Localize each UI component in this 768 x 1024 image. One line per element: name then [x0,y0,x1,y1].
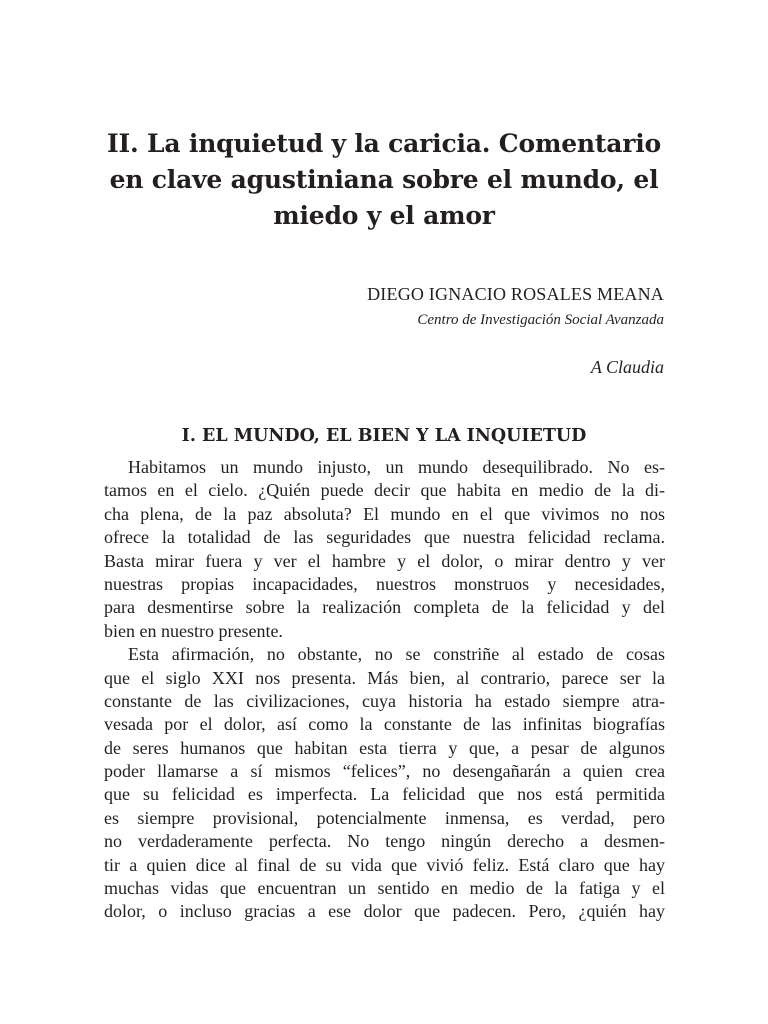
text-line: Esta afirmación, no obstante, no se constriñe al estado de cosas [128,644,665,665]
text-line: poder llamarse a sí mismos “felices”, no desengañarán a quien crea [104,761,665,782]
text-line: no verdaderamente perfecta. No tengo ningún derecho a desmen- [104,831,665,852]
text-line: nuestras propias incapacidades, nuestros monstruos y necesidades, [104,573,665,594]
paragraph [104,643,665,924]
author-affiliation: Centro de Investigación Social Avanzada [417,312,664,328]
text-line: tamos en el cielo. ¿Quién puede decir que habita en medio de la di- [104,480,665,501]
text-line: Basta mirar fuera y ver el hambre y el dolor, o mirar dentro y ver [104,550,665,571]
text-line: muchas vidas que encuentran un sentido en medio de la fatiga y el [104,878,665,899]
text-line: de seres humanos que habitan esta tierra y que, a pesar de algunos [104,737,665,758]
text-line: para desmentirse sobre la realización completa de la felicidad y del [104,597,665,618]
text-line: cha plena, de la paz absoluta? El mundo en el que vivimos no nos [104,503,665,524]
text-line: que su felicidad es imperfecta. La felicidad que nos está permitida [104,784,665,805]
chapter-title [90,126,678,234]
text-line: bien en nuestro presente. [104,620,283,641]
text-line: tir a quien dice al final de su vida que vivió feliz. Está claro que hay [104,854,665,875]
text-line: es siempre provisional, potencialmente inmensa, es verdad, pero [104,807,665,828]
section-heading: I. EL MUNDO, EL BIEN Y LA INQUIETUD [181,426,587,446]
chapter-title-line: II. La inquietud y la caricia. Comentario [107,129,661,158]
text-line: dolor, o incluso gracias a ese dolor que padecen. Pero, ¿quién hay [104,901,665,922]
chapter-title-line: miedo y el amor [273,201,495,230]
text-line: Habitamos un mundo injusto, un mundo desequilibrado. No es- [128,457,665,477]
body-text [104,456,665,924]
paragraph [104,456,665,643]
dedication: A Claudia [590,357,664,377]
author-block [367,283,664,330]
text-line: vesada por el dolor, así como la constante de las infinitas biografías [104,714,665,735]
author-name: DIEGO IGNACIO ROSALES MEANA [367,284,664,304]
chapter-title-line: en clave agustiniana sobre el mundo, el [109,165,659,194]
text-line: constante de las civilizaciones, cuya historia ha estado siempre atra- [104,690,665,711]
text-line: que el siglo XXI nos presenta. Más bien, al contrario, parece ser la [104,667,665,688]
text-line: ofrece la totalidad de las seguridades que nuestra felicidad reclama. [104,527,665,548]
